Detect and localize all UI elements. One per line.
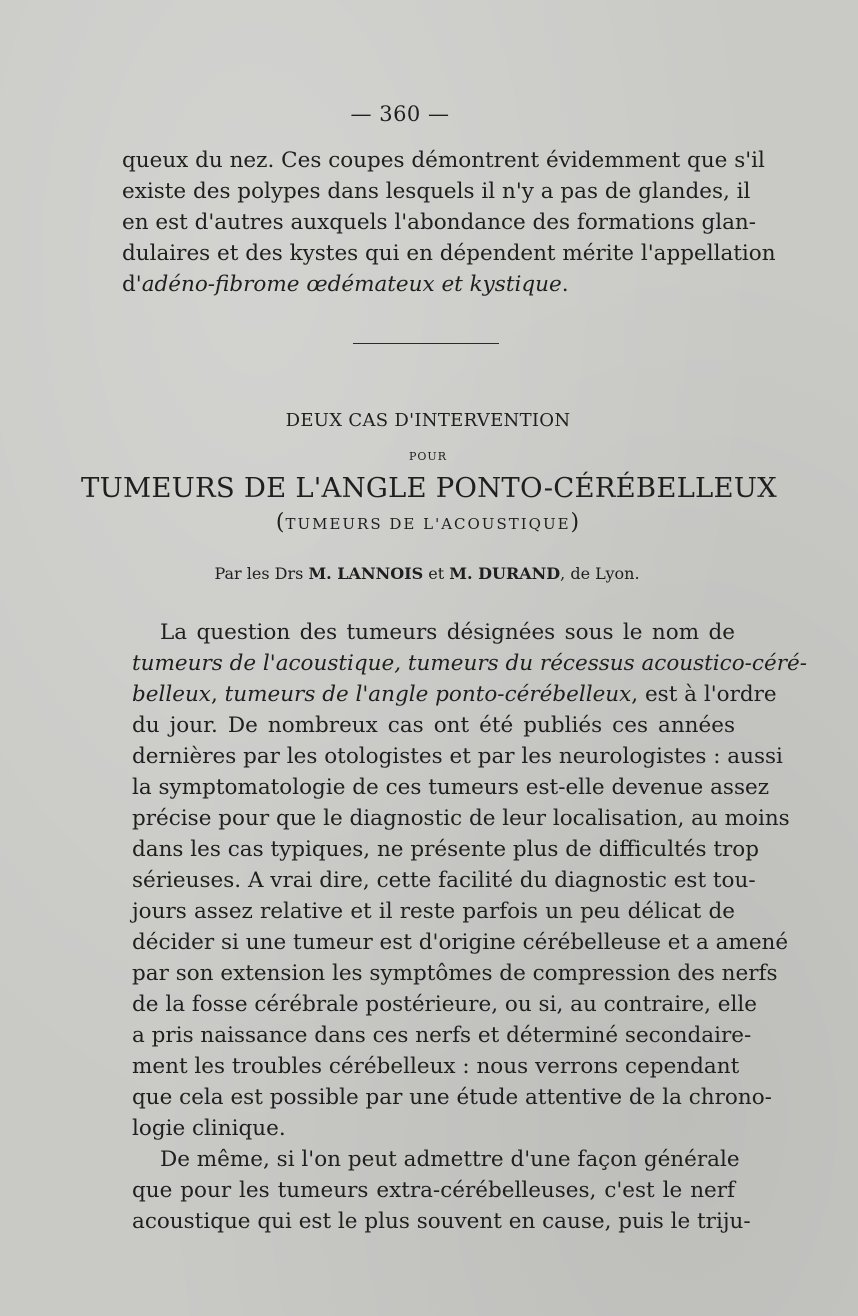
article-connector: POUR	[409, 450, 447, 463]
subtitle-text: TUMEURS DE L'ACOUSTIQUE	[285, 515, 571, 533]
authors-by: Par les Drs	[214, 564, 304, 583]
intro-paragraph	[122, 145, 776, 300]
text-line: dans les cas typiques, ne présente plus de difficultés trop	[132, 837, 760, 862]
text-line: De même, si l'on peut admettre d'une façon générale	[160, 1147, 740, 1172]
text-line: du jour. De nombreux cas ont été publiés ces années	[132, 713, 735, 738]
text-line	[122, 269, 736, 300]
text-fragment: d'	[122, 272, 142, 297]
article-supertitle: DEUX CAS D'INTERVENTION	[285, 410, 571, 431]
text-line: que pour les tumeurs extra-cérébelleuses, c'est le nerf	[132, 1178, 735, 1203]
italic-term: tumeurs de l'angle ponto-cérébelleux	[224, 682, 632, 707]
authors-place: , de Lyon.	[560, 564, 640, 583]
text-line: la symptomatologie de ces tumeurs est-elle devenue assez	[132, 775, 770, 800]
italic-term: belleux	[132, 682, 211, 707]
text-line: ment les troubles cérébelleux : nous verrons cependant	[132, 1054, 740, 1079]
author-durand: M. DURAND	[449, 564, 561, 583]
text-line: décider si une tumeur est d'origine cérébelleuse et a amené	[132, 930, 789, 955]
article-title: TUMEURS DE L'ANGLE PONTO-CÉRÉBELLEUX	[81, 472, 777, 504]
italic-term: adéno-fibrome œdémateux et kystique	[141, 272, 562, 297]
text-line: que cela est possible par une étude attentive de la chrono-	[132, 1085, 772, 1110]
text-line: dernières par les otologistes et par les neurologistes : aussi	[132, 744, 783, 769]
text-fragment: .	[561, 272, 569, 297]
text-line: queux du nez. Ces coupes démontrent évidemment que s'il	[122, 148, 765, 173]
text-line: dulaires et des kystes qui en dépendent mérite l'appellation	[122, 241, 776, 266]
page-number: — 360 —	[350, 102, 450, 126]
article-authors	[0, 564, 854, 583]
authors-and: et	[428, 564, 445, 583]
subtitle-open-paren: (	[275, 510, 286, 535]
text-line: existe des polypes dans lesquels il n'y a pas de glandes, il	[122, 179, 751, 204]
italic-term: tumeurs de l'acoustique, tumeurs du récessus acoustico-céré-	[132, 651, 807, 676]
text-line: logie clinique.	[132, 1116, 286, 1141]
subtitle-close-paren: )	[570, 510, 581, 535]
text-line: de la fosse cérébrale postérieure, ou si, au contraire, elle	[132, 992, 757, 1017]
text-fragment: ,	[210, 682, 225, 707]
author-lannois: M. LANNOIS	[308, 564, 424, 583]
text-line: acoustique qui est le plus souvent en cause, puis le triju-	[132, 1209, 751, 1234]
text-line	[132, 679, 777, 710]
text-fragment: , est à l'ordre	[631, 682, 777, 707]
text-line	[132, 648, 807, 679]
text-line: par son extension les symptômes de compression des nerfs	[132, 961, 778, 986]
section-divider	[353, 343, 499, 344]
text-line: La question des tumeurs désignées sous le nom de	[160, 620, 735, 645]
text-line: précise pour que le diagnostic de leur localisation, au moins	[132, 806, 790, 831]
text-line: a pris naissance dans ces nerfs et déterminé secondaire-	[132, 1023, 752, 1048]
text-line: jours assez relative et il reste parfois un peu délicat de	[132, 899, 735, 924]
article-body	[132, 617, 807, 1237]
text-line: en est d'autres auxquels l'abondance des formations glan-	[122, 210, 757, 235]
article-subtitle	[0, 510, 856, 535]
text-line: sérieuses. A vrai dire, cette facilité du diagnostic est tou-	[132, 868, 756, 893]
